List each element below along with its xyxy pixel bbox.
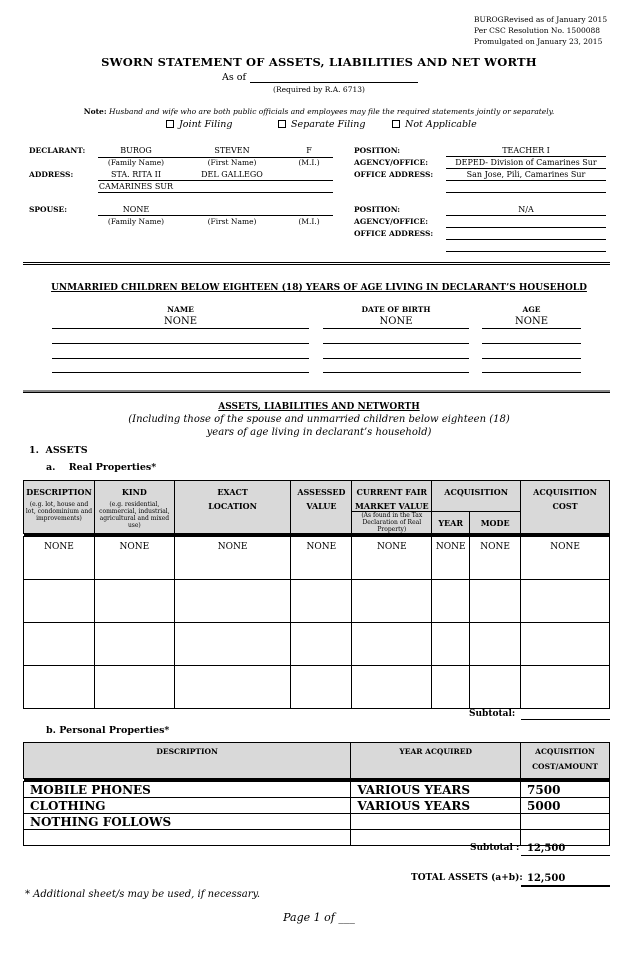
table-row (24, 782, 610, 798)
table-row (24, 666, 610, 709)
rp-cell[interactable] (432, 666, 470, 709)
child-name[interactable]: NONE (164, 316, 197, 327)
pp-cell[interactable]: MOBILE PHONES (24, 782, 351, 798)
rp-cell[interactable] (521, 666, 610, 709)
separate-filing-option[interactable] (278, 119, 365, 130)
rp-cell[interactable] (24, 666, 95, 709)
declarant-agency[interactable]: DEPED- Division of Camarines Sur (455, 158, 597, 167)
rp-cell[interactable] (521, 623, 610, 666)
rp-cell[interactable] (352, 580, 432, 623)
document-title: SWORN STATEMENT OF ASSETS, LIABILITIES AND NET WORTH (101, 55, 537, 69)
rp-cell[interactable] (291, 580, 352, 623)
not-applicable-label: Not Applicable (405, 119, 477, 130)
real-properties-table (23, 480, 610, 709)
child-row-line (482, 372, 581, 373)
assets-subtitle-2: years of age living in declarant’s household) (206, 427, 432, 438)
spouse-family-caption: (Family Name) (107, 217, 165, 226)
revision-note (474, 14, 614, 47)
rp-cell[interactable] (291, 666, 352, 709)
rp-cell[interactable] (174, 623, 291, 666)
rp-cell[interactable] (432, 580, 470, 623)
as-of-field[interactable] (250, 82, 418, 83)
rp-cell[interactable] (24, 623, 95, 666)
assets-section-title: ASSETS, LIABILITIES AND NETWORTH (218, 402, 420, 412)
table-row (24, 830, 610, 846)
joint-filing-label: Joint Filing (179, 119, 233, 130)
position-line (446, 156, 606, 157)
rp-cell[interactable]: NONE (432, 537, 470, 580)
rp-col-mode: MODE (470, 512, 521, 534)
personal-properties-heading: b. Personal Properties* (46, 725, 170, 736)
pp-cell[interactable]: VARIOUS YEARS (351, 798, 521, 814)
joint-filing-option[interactable] (166, 119, 232, 130)
rp-col-year: YEAR (432, 512, 470, 534)
real-subtotal-label: Subtotal: (469, 709, 516, 719)
pp-col-description: DESCRIPTION (24, 743, 351, 779)
table-row (24, 580, 610, 623)
child-row-line (323, 328, 469, 329)
address-line-2[interactable]: DEL GALLEGO (201, 170, 263, 179)
child-row-line (482, 343, 581, 344)
address-line-1[interactable]: STA. RITA II (111, 170, 161, 179)
rp-cell[interactable]: NONE (94, 537, 174, 580)
not-applicable-option[interactable] (392, 119, 477, 130)
pp-cell[interactable] (24, 830, 351, 846)
pp-cell[interactable] (351, 814, 521, 830)
pp-col-year: YEAR ACQUIRED (351, 743, 521, 779)
spouse-family-name[interactable]: NONE (122, 205, 150, 214)
children-col-name: NAME (167, 305, 194, 314)
spouse-position-line (446, 215, 606, 216)
real-subtotal-value[interactable] (521, 709, 610, 720)
rp-cell[interactable] (470, 623, 521, 666)
position-label: POSITION: (354, 146, 401, 155)
spouse-agency-line (446, 227, 606, 228)
declarant-position[interactable]: TEACHER I (502, 146, 550, 155)
declarant-first-name[interactable]: STEVEN (214, 146, 250, 155)
rp-cell[interactable]: NONE (521, 537, 610, 580)
rp-col-description: DESCRIPTION (e.g. lot, house and lot, condominium and improvements) (24, 481, 95, 534)
rp-cell[interactable] (94, 623, 174, 666)
spouse-office-line (446, 239, 606, 240)
pp-cell[interactable]: 7500 (521, 782, 610, 798)
pp-cell[interactable]: 5000 (521, 798, 610, 814)
child-row-line (323, 372, 469, 373)
spouse-office-line-2 (446, 251, 606, 252)
children-col-age: AGE (522, 305, 541, 314)
spouse-label: SPOUSE: (29, 205, 68, 214)
child-dob[interactable]: NONE (379, 316, 413, 327)
rp-col-fair-value: CURRENT FAIR MARKET VALUE (352, 481, 432, 512)
pp-cell[interactable]: NOTHING FOLLOWS (24, 814, 351, 830)
separate-filing-checkbox[interactable] (278, 120, 286, 128)
rp-col-kind: KIND (e.g. residential, commercial, industrial, agricultural and mixed use) (94, 481, 174, 534)
rp-cell[interactable] (174, 580, 291, 623)
rp-cell[interactable]: NONE (24, 537, 95, 580)
office-address-line-2 (446, 192, 606, 193)
rp-cell[interactable] (470, 580, 521, 623)
rp-col-acquisition: ACQUISITION (432, 481, 521, 512)
rp-fair-value-note: (As found in the Tax Declaration of Real Property) (352, 512, 432, 534)
first-name-caption: (First Name) (207, 158, 257, 167)
rp-cell[interactable] (291, 623, 352, 666)
assets-heading: 1. ASSETS (29, 445, 88, 456)
rp-cell[interactable]: NONE (291, 537, 352, 580)
spouse-mi-caption: (M.I.) (298, 217, 320, 226)
child-row-line (52, 358, 309, 359)
pp-col-cost: ACQUISITION COST/AMOUNT (521, 743, 610, 779)
child-row-line (52, 343, 309, 344)
mi-caption: (M.I.) (298, 158, 320, 167)
address-label: ADDRESS: (29, 170, 74, 179)
pp-cell[interactable]: VARIOUS YEARS (351, 782, 521, 798)
rp-cell[interactable] (521, 580, 610, 623)
rp-cell[interactable] (24, 580, 95, 623)
rp-cell[interactable] (94, 580, 174, 623)
child-row-line (52, 328, 309, 329)
office-address-line (446, 180, 606, 181)
child-row-line (482, 328, 581, 329)
children-col-dob: DATE OF BIRTH (361, 305, 431, 314)
address-line-rule (98, 180, 333, 181)
declarant-office-address[interactable]: San Jose, Pili, Camarines Sur (466, 170, 586, 179)
revision-line-2: Per CSC Resolution No. 1500088 (474, 26, 601, 35)
rp-cell[interactable]: NONE (470, 537, 521, 580)
rp-col-location: EXACT LOCATION (174, 481, 291, 534)
total-assets-line (521, 885, 610, 887)
family-name-caption: (Family Name) (107, 158, 165, 167)
spouse-first-caption: (First Name) (207, 217, 257, 226)
total-assets-value[interactable]: 12,500 (527, 873, 566, 884)
declarant-family-name[interactable]: BUROG (120, 146, 152, 155)
table-row (24, 814, 610, 830)
spouse-position[interactable]: N/A (518, 205, 534, 214)
rp-cell[interactable] (174, 666, 291, 709)
note-label: Note: (83, 107, 107, 116)
rp-cell[interactable] (352, 666, 432, 709)
as-of-label: As of (222, 72, 246, 83)
table-row (24, 623, 610, 666)
office-address-label: OFFICE ADDRESS: (354, 170, 434, 179)
agency-line (446, 168, 606, 169)
spouse-position-label: POSITION: (354, 205, 401, 214)
revision-line-3: Promulgated on January 23, 2015 (474, 37, 603, 46)
declarant-mi[interactable]: F (306, 146, 312, 155)
rp-col-assessed: ASSESSED VALUE (291, 481, 352, 534)
pp-cell[interactable]: CLOTHING (24, 798, 351, 814)
rp-cell[interactable] (94, 666, 174, 709)
personal-subtotal-label: Subtotal : (470, 843, 520, 853)
spouse-name-line (98, 215, 333, 216)
agency-label: AGENCY/OFFICE: (354, 158, 429, 167)
separate-filing-label: Separate Filing (291, 119, 366, 130)
revision-line-1: BUROGRevised as of January 2015 (474, 15, 608, 24)
child-row-line (52, 372, 309, 373)
address-line-3[interactable]: CAMARINES SUR (98, 182, 174, 191)
table-row (24, 537, 610, 580)
not-applicable-checkbox[interactable] (392, 120, 400, 128)
additional-sheets-note: * Additional sheet/s may be used, if necessary. (25, 889, 261, 900)
children-section-title: UNMARRIED CHILDREN BELOW EIGHTEEN (18) YEARS OF AGE LIVING IN DECLARANT’S HOUSEHOLD (51, 283, 587, 293)
rp-col-cost: ACQUISITION COST (521, 481, 610, 534)
rp-cell[interactable]: NONE (352, 537, 432, 580)
spouse-agency-label: AGENCY/OFFICE: (354, 217, 429, 226)
declarant-label: DECLARANT: (29, 146, 86, 155)
personal-subtotal-line (521, 855, 610, 856)
pp-cell[interactable] (521, 814, 610, 830)
personal-properties-table (23, 742, 610, 846)
rp-cell[interactable] (432, 623, 470, 666)
page-number: Page 1 of ___ (283, 911, 355, 924)
total-assets-label: TOTAL ASSETS (a+b): (411, 873, 523, 883)
rp-cell[interactable] (470, 666, 521, 709)
joint-filing-checkbox[interactable] (166, 120, 174, 128)
address-line-rule-2 (98, 192, 333, 193)
real-properties-heading: a. Real Properties* (46, 462, 157, 473)
filing-note (0, 107, 638, 116)
spouse-office-address-label: OFFICE ADDRESS: (354, 229, 434, 238)
child-row-line (482, 358, 581, 359)
rp-cell[interactable]: NONE (174, 537, 291, 580)
table-row (24, 798, 610, 814)
note-text: Husband and wife who are both public officials and employees may file the required statements jointly or separately. (108, 107, 555, 116)
child-row-line (323, 343, 469, 344)
assets-subtitle-1: (Including those of the spouse and unmarried children below eighteen (18) (128, 414, 510, 425)
required-by-note: (Required by R.A. 6713) (273, 85, 365, 94)
section-divider-1 (23, 262, 610, 265)
personal-subtotal-value[interactable]: 12,500 (527, 843, 566, 854)
rp-cell[interactable] (352, 623, 432, 666)
child-row-line (323, 358, 469, 359)
child-age[interactable]: NONE (515, 316, 548, 327)
section-divider-2 (23, 390, 610, 393)
